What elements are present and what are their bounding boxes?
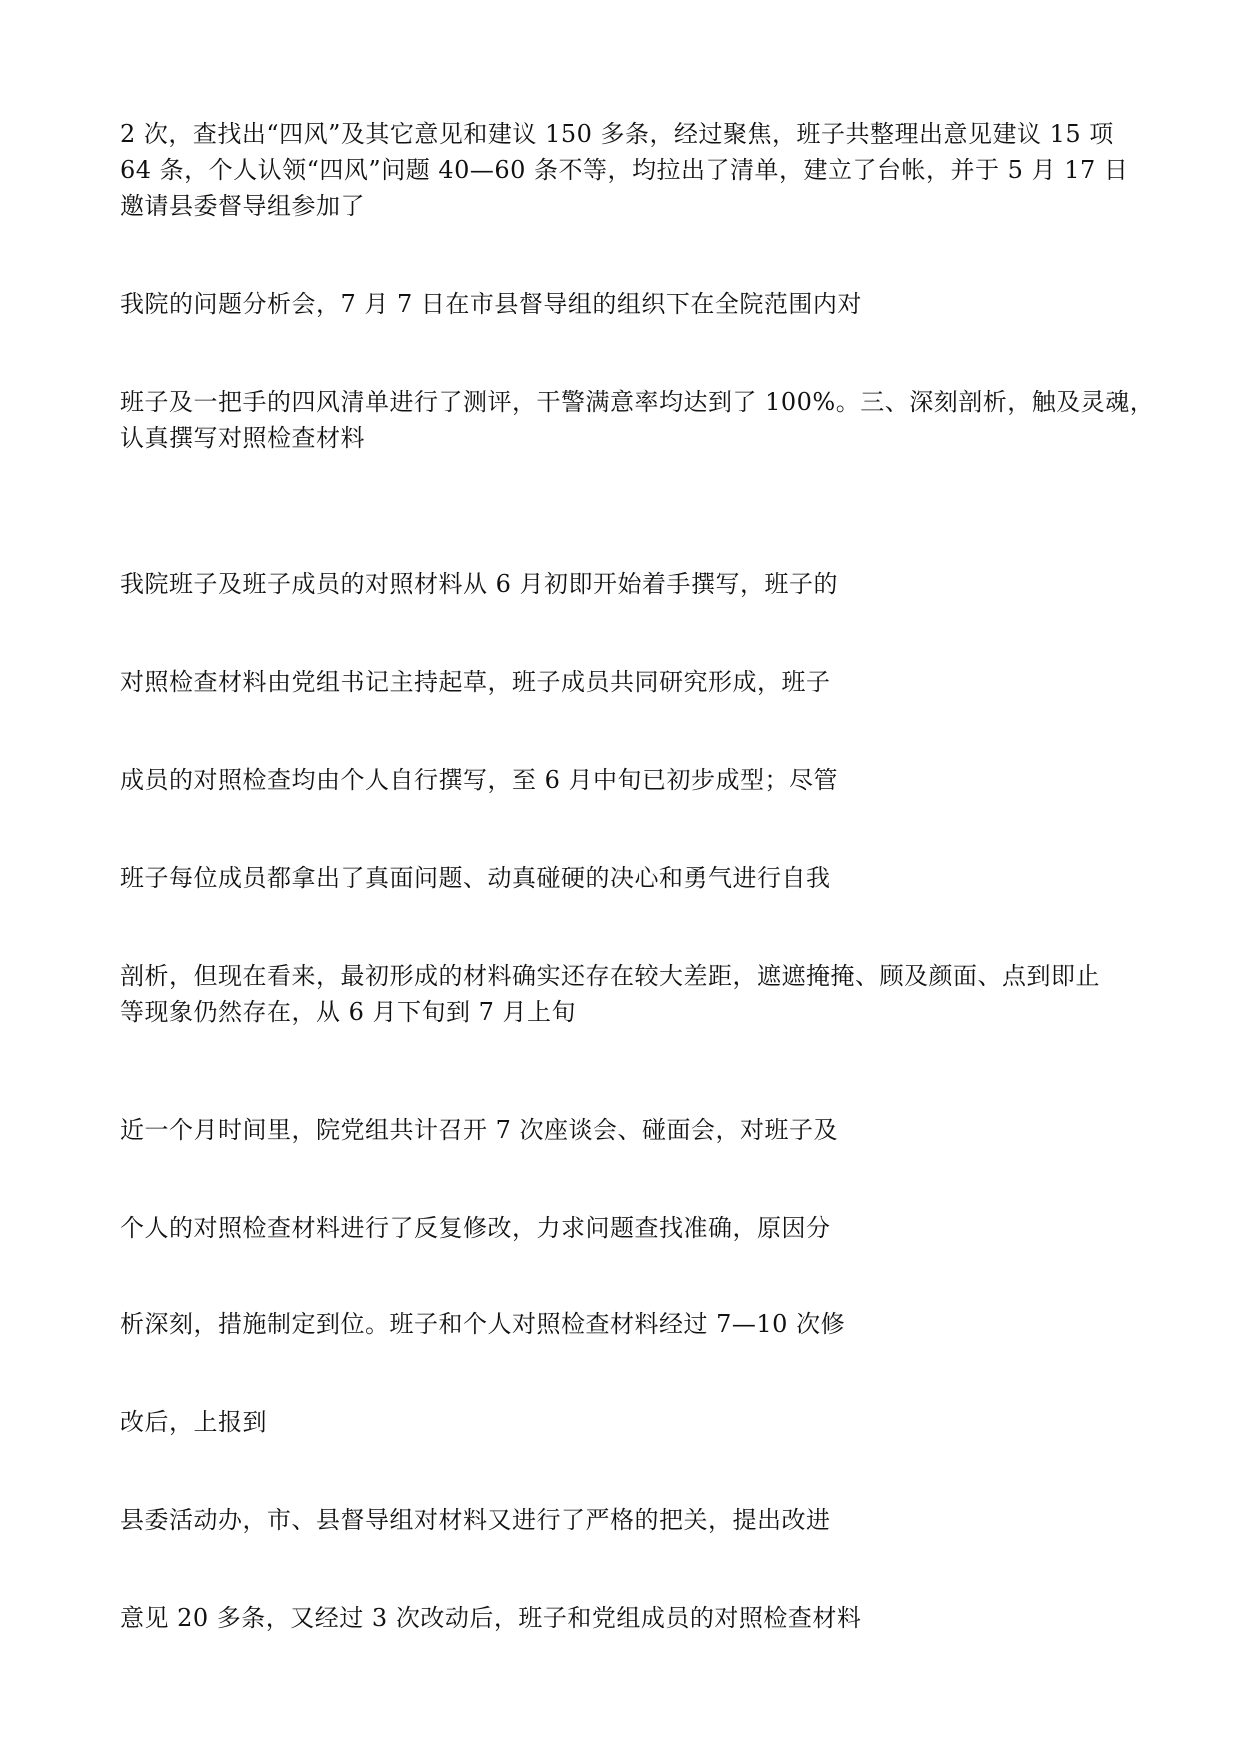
text-line: 县委活动办，市、县督导组对材料又进行了严格的把关，提出改进 bbox=[120, 1506, 831, 1534]
text-line: 2 次，查找出“四风”及其它意见和建议 150 多条，经过聚焦，班子共整理出意见建议 15 项 bbox=[120, 120, 1114, 148]
text-line: 成员的对照检查均由个人自行撰写，至 6 月中旬已初步成型；尽管 bbox=[120, 766, 839, 794]
paragraph-12 bbox=[120, 1404, 1140, 1440]
text-line: 剖析，但现在看来，最初形成的材料确实还存在较大差距，遮遮掩掩、顾及颜面、点到即止 bbox=[120, 962, 1100, 990]
text-line: 我院的问题分析会，7 月 7 日在市县督导组的组织下在全院范围内对 bbox=[120, 290, 862, 318]
paragraph-2 bbox=[120, 286, 1140, 322]
paragraph-11 bbox=[120, 1306, 1140, 1342]
text-line: 个人的对照检查材料进行了反复修改，力求问题查找准确，原因分 bbox=[120, 1214, 831, 1242]
text-line: 对照检查材料由党组书记主持起草，班子成员共同研究形成，班子 bbox=[120, 668, 831, 696]
paragraph-14 bbox=[120, 1600, 1140, 1636]
paragraph-8 bbox=[120, 958, 1140, 1030]
text-line: 64 条，个人认领“四风”问题 40—60 条不等，均拉出了清单，建立了台帐，并于 5 月 17 日 bbox=[120, 156, 1129, 184]
text-line: 改后，上报到 bbox=[120, 1408, 267, 1436]
text-line: 班子及一把手的四风清单进行了测评，干警满意率均达到了 100%。三、深刻剖析，触及灵魂， bbox=[120, 388, 1155, 416]
text-line: 意见 20 多条，又经过 3 次改动后，班子和党组成员的对照检查材料 bbox=[120, 1604, 862, 1632]
text-line: 我院班子及班子成员的对照材料从 6 月初即开始着手撰写，班子的 bbox=[120, 570, 839, 598]
paragraph-13 bbox=[120, 1502, 1140, 1538]
text-line: 近一个月时间里，院党组共计召开 7 次座谈会、碰面会，对班子及 bbox=[120, 1116, 839, 1144]
text-line: 邀请县委督导组参加了 bbox=[120, 192, 365, 220]
text-line: 析深刻，措施制定到位。班子和个人对照检查材料经过 7—10 次修 bbox=[120, 1310, 846, 1338]
paragraph-10 bbox=[120, 1210, 1140, 1246]
paragraph-4 bbox=[120, 566, 1140, 602]
paragraph-5 bbox=[120, 664, 1140, 700]
paragraph-7 bbox=[120, 860, 1140, 896]
text-line: 等现象仍然存在，从 6 月下旬到 7 月上旬 bbox=[120, 998, 577, 1026]
paragraph-6 bbox=[120, 762, 1140, 798]
paragraph-3 bbox=[120, 384, 1155, 456]
text-line: 班子每位成员都拿出了真面问题、动真碰硬的决心和勇气进行自我 bbox=[120, 864, 831, 892]
paragraph-9 bbox=[120, 1112, 1140, 1148]
text-line: 认真撰写对照检查材料 bbox=[120, 424, 365, 452]
paragraph-1 bbox=[120, 116, 1140, 224]
